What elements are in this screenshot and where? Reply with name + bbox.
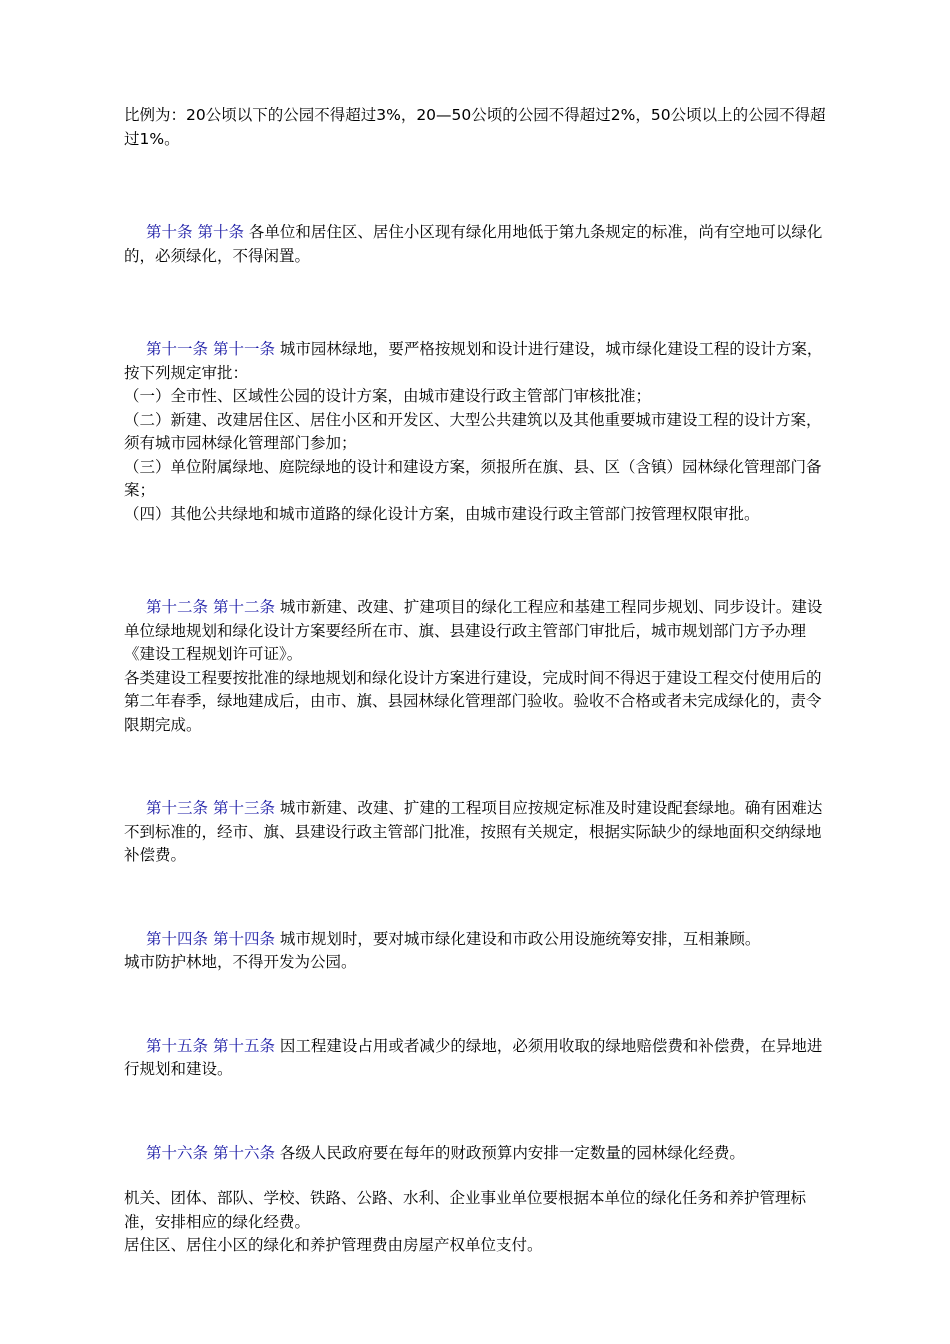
article-10-number: 第十条 [146, 223, 193, 241]
article-10-paragraph [124, 221, 836, 268]
article-14-paragraph [124, 928, 836, 952]
article-11-text: 城市园林绿地，要严格按规划和设计进行建设，城市绿化建设工程的设计方案，按下列规定审批： [124, 340, 823, 382]
document-page [124, 104, 836, 1258]
article-15-number: 第十五条 [146, 1036, 209, 1055]
article-13-paragraph [124, 797, 836, 868]
article-11-item-3: （三）单位附属绿地、庭院绿地的设计和建设方案，须报所在旗、县、区（含镇）园林绿化管理部门备案； [124, 457, 822, 499]
article-11-number: 第十一条 [146, 340, 209, 358]
article-16-paragraph-2: 机关、团体、部队、学校、铁路、公路、水利、企业事业单位要根据本单位的绿化任务和养护管理标准，安排相应的绿化经费。 [124, 1189, 807, 1231]
article-10 [124, 221, 836, 268]
article-12-paragraph-2: 各类建设工程要按批准的绿地规划和绿化设计方案进行建设，完成时间不得迟于建设工程交付使用后的第二年春季，绿地建成后，由市、旗、县园林绿化管理部门验收。验收不合格或者未完成绿化的，责令限期完成。 [124, 668, 822, 734]
article-13-number-repeat: 第十三条 [212, 799, 275, 817]
article-16 [124, 1142, 836, 1258]
article-12-text: 城市新建、改建、扩建项目的绿化工程应和基建工程同步规划、同步设计。建设单位绿地规划和绿化设计方案要经所在市、旗、县建设行政主管部门审批后，城市规划部门方予办理《建设工程规划许可证》。 [124, 598, 823, 663]
article-14 [124, 928, 836, 975]
article-11-item-2: （二）新建、改建居住区、居住小区和开发区、大型公共建筑以及其他重要城市建设工程的设计方案，须有城市园林绿化管理部门参加； [124, 410, 822, 452]
article-13 [124, 797, 836, 868]
article-11-item-4: （四）其他公共绿地和城市道路的绿化设计方案，由城市建设行政主管部门按管理权限审批。 [124, 504, 760, 523]
article-10-number-repeat: 第十条 [197, 223, 244, 241]
article-12-number: 第十二条 [146, 598, 209, 616]
article-15-paragraph [124, 1035, 836, 1082]
article-15-number-repeat: 第十五条 [212, 1036, 275, 1055]
article-11 [124, 338, 836, 526]
article-11-number-repeat: 第十一条 [212, 340, 275, 358]
article-11-item-1: （一）全市性、区域性公园的设计方案，由城市建设行政主管部门审核批准； [124, 387, 652, 405]
intro-block [124, 104, 836, 151]
article-14-number: 第十四条 [146, 929, 209, 948]
article-16-paragraph [124, 1142, 836, 1166]
article-16-number-repeat: 第十六条 [212, 1143, 275, 1162]
article-11-paragraph [124, 338, 836, 385]
article-12 [124, 596, 836, 737]
article-14-number-repeat: 第十四条 [212, 929, 275, 948]
article-16-paragraph-3: 居住区、居住小区的绿化和养护管理费由房屋产权单位支付。 [124, 1236, 543, 1254]
article-13-number: 第十三条 [146, 799, 209, 817]
article-15-text: 因工程建设占用或者减少的绿地，必须用收取的绿地赔偿费和补偿费，在异地进行规划和建设。 [124, 1036, 823, 1078]
article-14-text: 城市规划时，要对城市绿化建设和市政公用设施统筹安排，互相兼顾。 [279, 929, 761, 948]
article-14-paragraph-2: 城市防护林地，不得开发为公园。 [124, 953, 357, 971]
article-16-text: 各级人民政府要在每年的财政预算内安排一定数量的园林绿化经费。 [279, 1143, 745, 1162]
article-12-number-repeat: 第十二条 [212, 598, 275, 616]
article-13-text: 城市新建、改建、扩建的工程项目应按规定标准及时建设配套绿地。确有困难达不到标准的，经市、旗、县建设行政主管部门批准，按照有关规定，根据实际缺少的绿地面积交纳绿地补偿费。 [124, 799, 823, 864]
article-10-text: 各单位和居住区、居住小区现有绿化用地低于第九条规定的标准，尚有空地可以绿化的，必须绿化，不得闲置。 [124, 223, 823, 265]
intro-paragraph: 比例为：20公顷以下的公园不得超过3%，20—50公顷的公园不得超过2%，50公顷以上的公园不得超过1%。 [124, 106, 826, 148]
article-15 [124, 1035, 836, 1082]
article-16-number: 第十六条 [146, 1143, 209, 1162]
article-12-paragraph [124, 596, 836, 667]
